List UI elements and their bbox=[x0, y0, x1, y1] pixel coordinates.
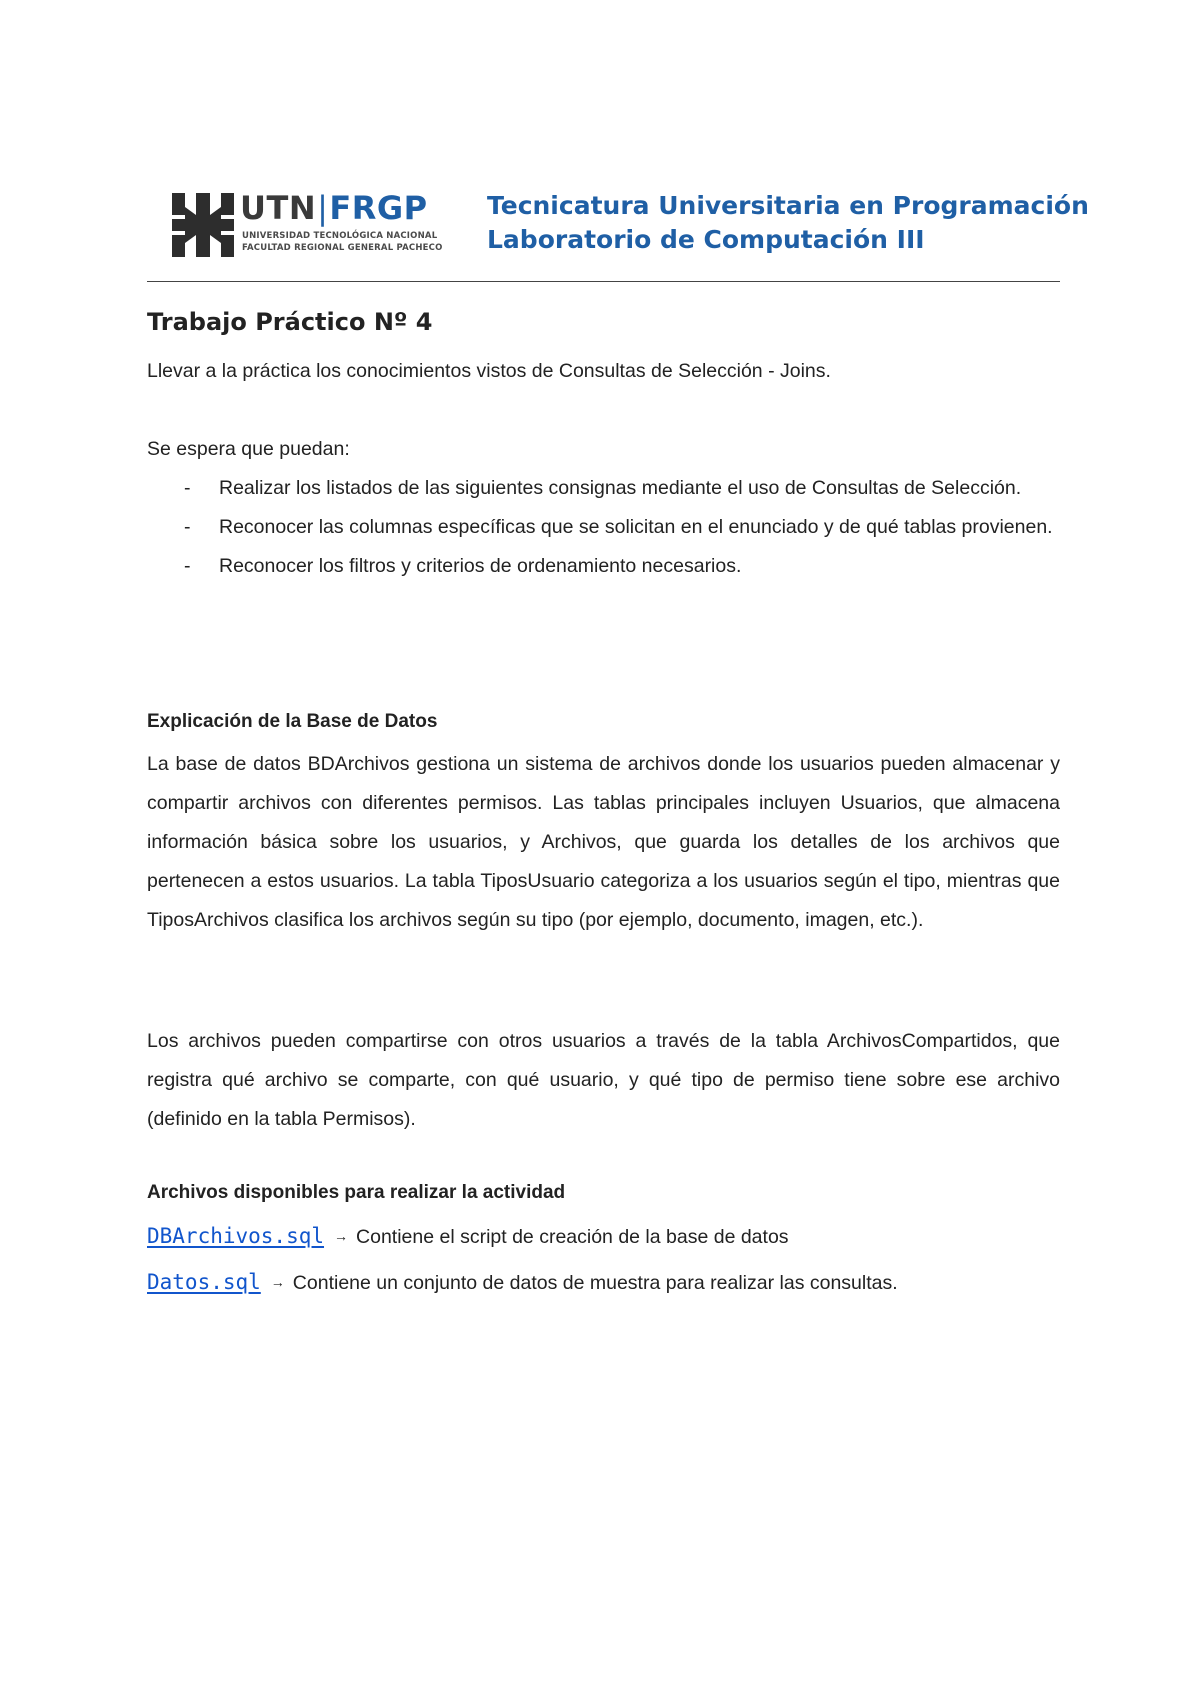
file-description: Contiene un conjunto de datos de muestra para realizar las consultas. bbox=[292, 1272, 898, 1294]
file-row-datos bbox=[147, 1270, 898, 1295]
file-row-dbarchivos bbox=[147, 1224, 789, 1249]
logo-separator: | bbox=[317, 189, 329, 227]
arrow-right-icon: → bbox=[270, 1274, 285, 1290]
course-title: Laboratorio de Computación III bbox=[487, 225, 925, 254]
bullet-dash: - bbox=[184, 516, 191, 538]
list-item bbox=[147, 547, 1060, 586]
dbarchivos-sql-link[interactable]: DBArchivos.sql bbox=[147, 1224, 325, 1248]
logo-subtitle-university: UNIVERSIDAD TECNOLÓGICA NACIONAL bbox=[242, 231, 438, 241]
bullet-text: Reconocer las columnas específicas que se solicitan en el enunciado y de qué tablas provienen. bbox=[219, 516, 1053, 538]
list-item bbox=[147, 508, 1060, 547]
file-description: Contiene el script de creación de la base de datos bbox=[356, 1226, 789, 1248]
available-files-heading: Archivos disponibles para realizar la actividad bbox=[147, 1182, 566, 1203]
utn-frgp-logo bbox=[172, 185, 442, 265]
utn-emblem-icon bbox=[172, 193, 234, 257]
list-item bbox=[147, 469, 1060, 508]
bullet-dash: - bbox=[184, 477, 191, 499]
logo-wordmark bbox=[240, 191, 428, 225]
page-header bbox=[147, 185, 1089, 265]
bullet-text: Realizar los listados de las siguientes consignas mediante el uso de Consultas de Selección. bbox=[219, 477, 1022, 499]
header-divider bbox=[147, 281, 1060, 282]
db-sharing-paragraph: Los archivos pueden compartirse con otros usuarios a través de la tabla ArchivosCompartidos, que registra qué archivo se comparte, con qué usuario, y qué tipo de permiso tiene sobre ese archivo (definido en la tabla Permisos). bbox=[147, 1030, 1060, 1130]
logo-utn-text: UTN bbox=[240, 189, 317, 227]
datos-sql-link[interactable]: Datos.sql bbox=[147, 1270, 261, 1294]
logo-subtitle-faculty: FACULTAD REGIONAL GENERAL PACHECO bbox=[242, 243, 443, 253]
logo-frgp-text: FRGP bbox=[329, 189, 428, 227]
page-title: Trabajo Práctico Nº 4 bbox=[147, 308, 433, 336]
db-explanation-heading: Explicación de la Base de Datos bbox=[147, 711, 438, 732]
header-titles bbox=[487, 189, 1089, 257]
intro-text: Llevar a la práctica los conocimientos vistos de Consultas de Selección - Joins. bbox=[147, 360, 831, 382]
arrow-right-icon: → bbox=[334, 1228, 349, 1244]
expectations-lead: Se espera que puedan: bbox=[147, 438, 350, 460]
program-title: Tecnicatura Universitaria en Programación bbox=[487, 191, 1089, 220]
bullet-dash: - bbox=[184, 555, 191, 577]
db-description-paragraph: La base de datos BDArchivos gestiona un sistema de archivos donde los usuarios pueden almacenar y compartir archivos con diferentes permisos. Las tablas principales incluyen Usuarios, que almacena información básica sobre los usuarios, y Archivos, que guarda los detalles de los archivos que pertenecen a estos usuarios. La tabla TiposUsuario categoriza a los usuarios según el tipo, mientras que TiposArchivos clasifica los archivos según su tipo (por ejemplo, documento, imagen, etc.). bbox=[147, 753, 1060, 931]
expectations-list bbox=[147, 469, 1060, 586]
bullet-text: Reconocer los filtros y criterios de ordenamiento necesarios. bbox=[219, 555, 742, 577]
